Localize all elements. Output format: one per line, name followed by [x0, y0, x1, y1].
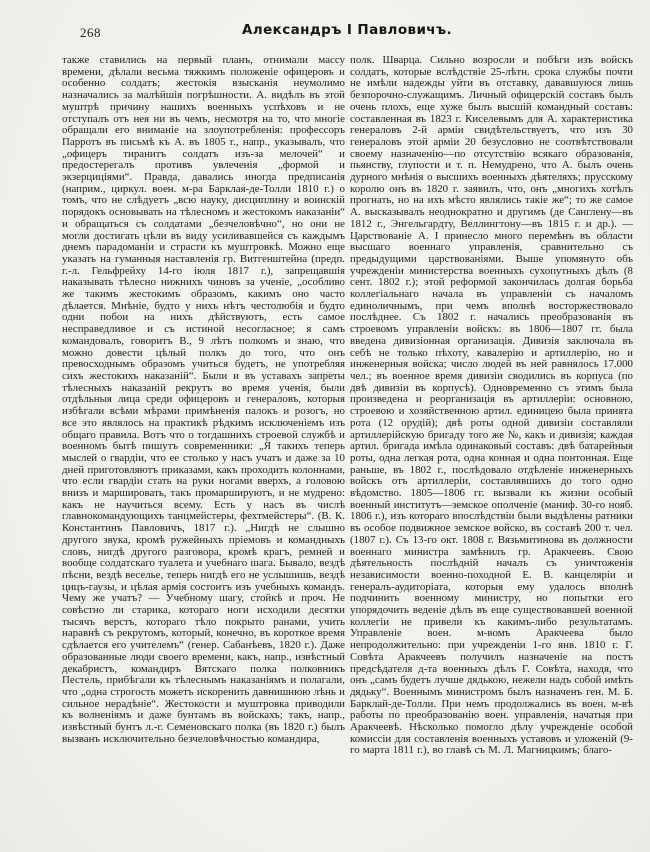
text-body [62, 55, 634, 757]
text-column-left: также ставились на первый планъ, отнимали массу времени, дѣлали весьма тяжкимъ положеніе офицеровъ и особенно солдатъ; жестокія взысканія неумолимо назначались за малѣйшія погрѣшности. А. видѣлъ въ этой муштрѣ причину нашихъ военныхъ успѣховъ и не отступалъ отъ нея ни въ чемъ, несмотря на то, что многіе обращали его вниманіе на злоупотребленія: профессоръ Парротъ въ письмѣ къ А. въ 1805 г., напр., указывалъ, что „офицеръ тиранитъ солдатъ изъ-за мелочей“ и предостерегалъ противъ увлеченія „формой и экзерциціями“. Правда, давались иногда предписанія (наприм., циркул. воен. м-ра Барклая-де-Толли 1810 г.) о томъ, что не слѣдуетъ „всю науку, дисциплину и воинскій порядокъ основывать на тѣлесномъ и жестокомъ наказаніи“ и обращаться съ солдатами „безчеловѣчно“, но они не могли достигать цѣли въ виду усиливавшейся съ каждымъ днемъ парадоманіи и страсти къ муштровкѣ. Можно еще указать на гуманныя наставленія гр. Витгенштейна (предп. г.-л. Гельфрейху 14-го іюля 1817 г.), запрещавшія наказывать тѣлесно нижнихъ чиновъ за ученіе, „особливо же такимъ жестокимъ образомъ, какимъ оно часто дѣлается. Мнѣніе, будто у нихъ нѣтъ честолюбія и будто одни побои на нихъ дѣйствуютъ, есть самое несправедливое и съ истиной несогласное; я самъ командовалъ, говоритъ В., 9 лѣтъ полкомъ и знаю, что можно довести цѣлый полкъ до того, что онъ превосходнымъ образомъ учиться будетъ, не употребляя сихъ жестокихъ наказаній“. Были и въ уставахъ запреты тѣлесныхъ наказаній рекрутъ во время ученія, были отдѣльныя лица среди офицеровъ и генераловъ, которыя избѣгали всѣми мѣрами примѣненія палокъ и розогъ, но все это являлось на практикѣ рѣдкимъ исключеніемъ изъ общаго правила. Вотъ что о тогдашнихъ строевой службѣ и военномъ бытѣ пишутъ современники: „Я такихъ теперь мыслей о гвардіи, что ее столько у насъ учатъ и даже за 10 дней приготовляютъ приказами, какъ проходить колоннами, что если гвардіи стать на руки ногами вверхъ, а головою внизъ и маршировать, такъ промаршируютъ, и не мудрено: какъ не научиться всему. Есть у насъ въ числѣ главнокомандующихъ танцмейстеры, фехтмейстеры“. (В. К. Константинъ Павловичъ, 1817 г.). „Нигдѣ не слышно другого звука, кромѣ ружейныхъ пріемовъ и командныхъ словъ, нигдѣ другого разговора, кромѣ крагъ, ремней и вообще солдатскаго туалета и учебнаго шага. Бывало, вездѣ пѣсни, вездѣ веселье, теперь нигдѣ его не услышишь, вездѣ цицъ-гаузы, и цѣлая армія состоитъ изъ учебныхъ командъ. Чему же учатъ? — Учебному шагу, стойкѣ и проч. Не совѣстно ли старика, котораго ноги исходили десятки тысячъ верстъ, котораго тѣло покрыто ранами, учить наравнѣ съ рекрутомъ, который, конечно, въ короткое время сдѣлается его учителемъ“ (генер. Сабанѣевъ, 1820 г.). Даже образованные люди своего времени, какъ, напр., извѣстный декабристъ, командиръ Вятскаго полка полковникъ Пестель, прибѣгали къ тѣлеснымъ наказаніямъ и полагали, что „одна строгость можетъ искоренить давнишнюю лѣнь и сильное нерадѣніе“. Жестокости и муштровка приводили къ волненіямъ и даже бунтамъ въ войскахъ; такъ, напр., извѣстный бунтъ л.-г. Семеновскаго полка (въ 1820 г.) былъ вызванъ исключительно безчеловѣчностью командира, [62, 54, 345, 745]
page-title: Александръ I Павловичъ. [241, 22, 453, 38]
page-number: 268 [80, 25, 101, 40]
text-column-right: полк. Шварца. Сильно возросли и побѣги изъ войскъ солдатъ, которые вслѣдствіе 25-лѣтн. срока службы почти не имѣли надежды уйти въ отставку, дававшуюся лишь безпорочно-служащимъ. Личный офицерскій составъ былъ очень плохъ, еще хуже былъ высшій командный составъ: составленная въ 1823 г. Киселевымъ для А. характеристика генераловъ 2-й арміи свидѣтельствуетъ, что изъ 30 генераловъ этой арміи 20 безусловно не соотвѣтствовали своему назначенію—по отсутствію всякаго образованія, пьянству, глупости и т. п. Немудрено, что А. былъ очень дурного мнѣнія о высшихъ военныхъ дѣятеляхъ; прусскому королю онъ въ 1820 г. заявилъ, что, онъ „многихъ хотѣлъ прогнать, но на ихъ мѣсто являлись такіе же“; то же самое А. высказывалъ неоднократно и другимъ (де Санглену—въ 1812 г., Энгельгардту, Веллингтону—въ 1815 г. и др.). — Царствованіе А. I принесло много перемѣнъ въ области высшаго военнаго управленія, сравнительно съ предыдущими царствованіями. Выше упомянуто объ учрежденіи министерства военныхъ сухопутныхъ дѣлъ (8 сент. 1802 г.); этой реформой закончилась долгая борьба коллегіальнаго начала въ управленіи съ началомъ единоличнымъ, при чемъ вполнѣ восторжествовало послѣднее. Съ 1802 г. начались преобразованія въ строевомъ управленіи войскъ: въ 1806—1807 гг. была введена дивизіонная организація. Дивизія заключала въ себѣ не только пѣхоту, кавалерію и артиллерію, но и инженерныя войска; число людей въ ней равнялось 17.000 чел.; въ военное время дивизіи сводились въ корпуса (по двѣ дивизіи въ корпусѣ). Одновременно съ этимъ была произведена и реорганизація въ артиллеріи: основною, строевою и хозяйственною артил. единицею была принята рота (12 орудій); двѣ роты одной дивизіи составляли артиллерійскую бригаду того же №, какъ и дивизія; каждая артил. бригада имѣла одинаковый составъ: двѣ батарейныя роты, одна легкая рота, одна конная и одна понтонная. Еще раньше, въ 1802 г., послѣдовало отдѣленіе инженерныхъ войскъ отъ артиллеріи, составлявшихъ до того одно вѣдомство. 1805—1806 гг. вызвали къ жизни особый военный институтъ—земское ополченіе (маниф. 30-го нояб. 1806 г.), изъ котораго впослѣдствіи были выдѣлены ратники въ особое подвижное земское войско, въ составѣ 200 т. чел. (1807 г.). Съ 13-го окт. 1808 г. Вязьмитинова въ должности военнаго министра замѣнилъ гр. Аракчеевъ. Свою дѣятельность послѣдній началъ съ уничтоженія независимости военно-походной Е. В. канцеляріи и генералъ-аудиторіата, которыя ему удалось вполнѣ подчинить военному министру, но попытки его упорядочить веденіе дѣлъ въ еще существовавшей военной коллегіи не привели къ какимъ-либо результатамъ. Управленіе воен. м-вомъ Аракчеева было непродолжительно: при учрежденіи 1-го янв. 1810 г. Г. Совѣта Аракчеевъ получилъ назначеніе на постъ предсѣдателя д-та военныхъ дѣлъ Г. Совѣта, находя, что онъ „самъ будетъ лучше дядькою, нежели надъ собой имѣть дядьку“. Военнымъ министромъ былъ назначенъ ген. М. Б. Барклай-де-Толли. При немъ продолжались въ воен. м-вѣ работы по преобразованію воен. управленія, начатыя при Аракчеевѣ. Нѣсколько помогло дѣлу учрежденіе особой комиссіи для составленія военныхъ уставовъ и уложеній (9-го марта 1811 г.), во главѣ съ М. Л. Магницкимъ; благо- [350, 54, 633, 757]
page-header [62, 22, 632, 44]
